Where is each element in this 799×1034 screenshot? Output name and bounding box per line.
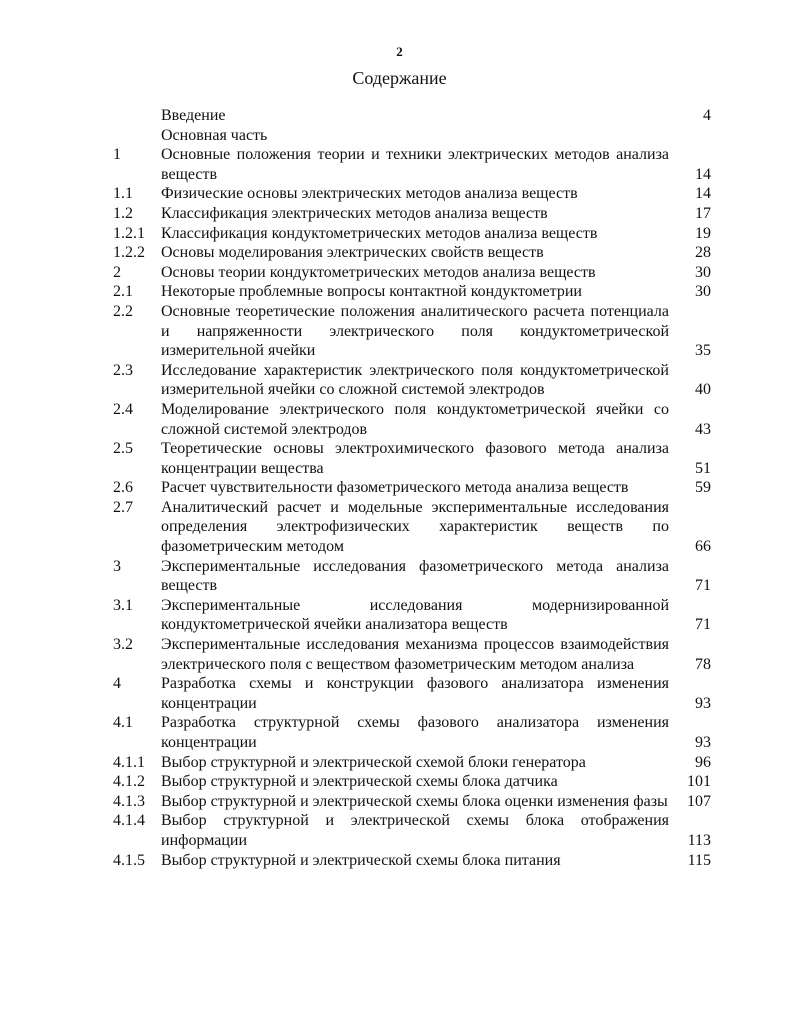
toc-entry-title: Основные положения теории и техники электрических методов анализа веществ: [161, 146, 669, 183]
toc-entry-number: 3.1: [113, 596, 133, 614]
toc-entry-title: Разработка схемы и конструкции фазового анализатора изменения концентрации: [161, 675, 669, 712]
toc-entry: [0, 713, 799, 752]
toc-entry-number: 1.1: [113, 185, 133, 203]
toc-entry: [0, 674, 799, 713]
toc-entry-number: 2.2: [113, 302, 133, 320]
toc-entry: [0, 851, 799, 871]
toc-entry-page: 107: [687, 792, 711, 810]
toc-entry-title: Исследование характеристик электрического поля кондуктометрической измерительной ячейки со сложной системой электродов: [161, 361, 669, 399]
toc-entry: [0, 498, 799, 557]
toc-entry-number: 2.4: [113, 400, 133, 418]
toc-entry-title: Основы теории кондуктометрических методов анализа веществ: [161, 263, 596, 281]
toc-entry-number: 4: [113, 675, 121, 693]
toc-entry-number: 2.7: [113, 498, 133, 516]
toc-entry-number: 4.1: [113, 714, 133, 732]
toc-entry-title: Выбор структурной и электрической схемы блока отображения информации: [161, 812, 669, 849]
toc-entry-page: 40: [695, 381, 711, 399]
toc-entry-number: 2.5: [113, 440, 133, 458]
toc-entry-page: 51: [695, 459, 711, 477]
toc-entry-page: 19: [695, 224, 711, 242]
toc-entry: [0, 361, 799, 400]
toc-entry-number: 3: [113, 557, 121, 575]
toc-entry: [0, 282, 799, 302]
toc-entry-number: 3.2: [113, 636, 133, 654]
toc-entry: [0, 126, 799, 146]
toc-entry-title: Моделирование электрического поля кондуктометрической ячейки со сложной системой электродов: [161, 400, 669, 438]
toc-entry-number: 1.2: [113, 204, 133, 222]
toc-entry-page: 17: [695, 204, 711, 222]
toc-entry-page: 28: [695, 244, 711, 262]
toc-entry-title: Разработка структурной схемы фазового анализатора изменения концентрации: [161, 714, 669, 751]
toc-entry-page: 96: [695, 753, 711, 771]
toc-entry-page: 66: [695, 538, 711, 556]
toc-entry-page: 115: [687, 851, 711, 869]
toc-entry-page: 43: [695, 420, 711, 438]
toc-entry: [0, 439, 799, 478]
toc-entry-number: 2: [113, 263, 121, 281]
toc-entry: [0, 753, 799, 773]
toc-entry-title: Основные теоретические положения аналитического расчета потенциала и напряженности электрического поля кондуктометрической измерительной ячейки: [161, 302, 669, 360]
toc-entry-page: 59: [695, 479, 711, 497]
toc-entry-number: 2.6: [113, 479, 133, 497]
toc-entry-title: Классификация кондуктометрических методов анализа веществ: [161, 224, 598, 242]
toc-entry-number: 4.1.5: [113, 851, 145, 869]
toc-entry-number: 4.1.4: [113, 812, 145, 830]
toc-entry-number: 4.1.2: [113, 773, 145, 791]
toc-entry: [0, 811, 799, 850]
toc-entry-title: Расчет чувствительности фазометрического метода анализа веществ: [161, 479, 629, 497]
toc-entry-title: Основная часть: [161, 126, 268, 144]
toc-entry-number: 1: [113, 146, 121, 164]
toc-entry-title: Аналитический расчет и модельные экспериментальные исследования определения электрофизических характеристик веществ по фазометрическим методом: [161, 498, 669, 556]
toc-entry-page: 93: [695, 734, 711, 751]
toc-entry: [0, 224, 799, 244]
toc-entry-page: 14: [695, 185, 711, 203]
toc-entry: [0, 596, 799, 635]
toc-entry: [0, 557, 799, 596]
toc-entry: [0, 145, 799, 184]
page-title: Содержание: [352, 68, 447, 88]
toc-entry: [0, 106, 799, 126]
toc-entry: [0, 772, 799, 792]
toc-entry-number: 2.1: [113, 283, 133, 301]
toc-entry-page: 14: [695, 165, 711, 183]
toc-entry-number: 2.3: [113, 361, 133, 379]
toc-entry-number: 4.1.3: [113, 792, 145, 810]
toc-entry-title: Физические основы электрических методов анализа веществ: [161, 185, 578, 203]
toc-entry: [0, 478, 799, 498]
toc-entry-title: Экспериментальные исследования фазометрического метода анализа веществ: [161, 557, 669, 595]
toc-entry-page: 71: [695, 616, 711, 634]
toc-entry-title: Классификация электрических методов анализа веществ: [161, 204, 548, 222]
toc-entry: [0, 792, 799, 812]
toc-entry-title: Введение: [161, 107, 226, 124]
toc-entry-page: 71: [695, 577, 711, 595]
toc-entry-title: Выбор структурной и электрической схемы блока питания: [161, 851, 561, 869]
toc-entry-title: Выбор структурной и электрической схемы блока оценки изменения фазы: [161, 792, 668, 810]
toc-entry-page: 101: [687, 773, 711, 791]
toc-entry-page: 4: [703, 107, 711, 124]
toc-entry-page: 78: [695, 655, 711, 673]
toc-entry: [0, 243, 799, 263]
toc-entry-title: Основы моделирования электрических свойств веществ: [161, 244, 544, 262]
toc-entry-title: Выбор структурной и электрической схемы блока датчика: [161, 773, 558, 791]
toc-entry-title: Выбор структурной и электрической схемой блоки генератора: [161, 753, 586, 771]
toc-entry: [0, 302, 799, 361]
page-number: 2: [396, 44, 403, 59]
toc-entry-title: Экспериментальные исследования механизма процессов взаимодействия электрического поля с веществом фазометрическим методом анализа: [161, 636, 669, 673]
toc-entry-title: Экспериментальные исследования модернизированной кондуктометрической ячейки анализатора веществ: [161, 596, 669, 634]
table-of-contents: [0, 106, 799, 870]
toc-entry-page: 30: [695, 263, 711, 281]
toc-entry: [0, 635, 799, 674]
toc-entry: [0, 400, 799, 439]
toc-entry-page: 113: [687, 831, 711, 849]
toc-entry-number: 1.2.2: [113, 244, 145, 262]
toc-entry-number: 1.2.1: [113, 224, 145, 242]
toc-entry: [0, 204, 799, 224]
toc-entry-page: 35: [695, 342, 711, 360]
toc-entry-title: Теоретические основы электрохимического фазового метода анализа концентрации вещества: [161, 440, 669, 477]
toc-entry-page: 93: [695, 694, 711, 712]
toc-entry-title: Некоторые проблемные вопросы контактной кондуктометрии: [161, 283, 582, 301]
toc-entry-page: 30: [695, 283, 711, 301]
toc-entry: [0, 184, 799, 204]
toc-entry-number: 4.1.1: [113, 753, 145, 771]
toc-entry: [0, 263, 799, 283]
